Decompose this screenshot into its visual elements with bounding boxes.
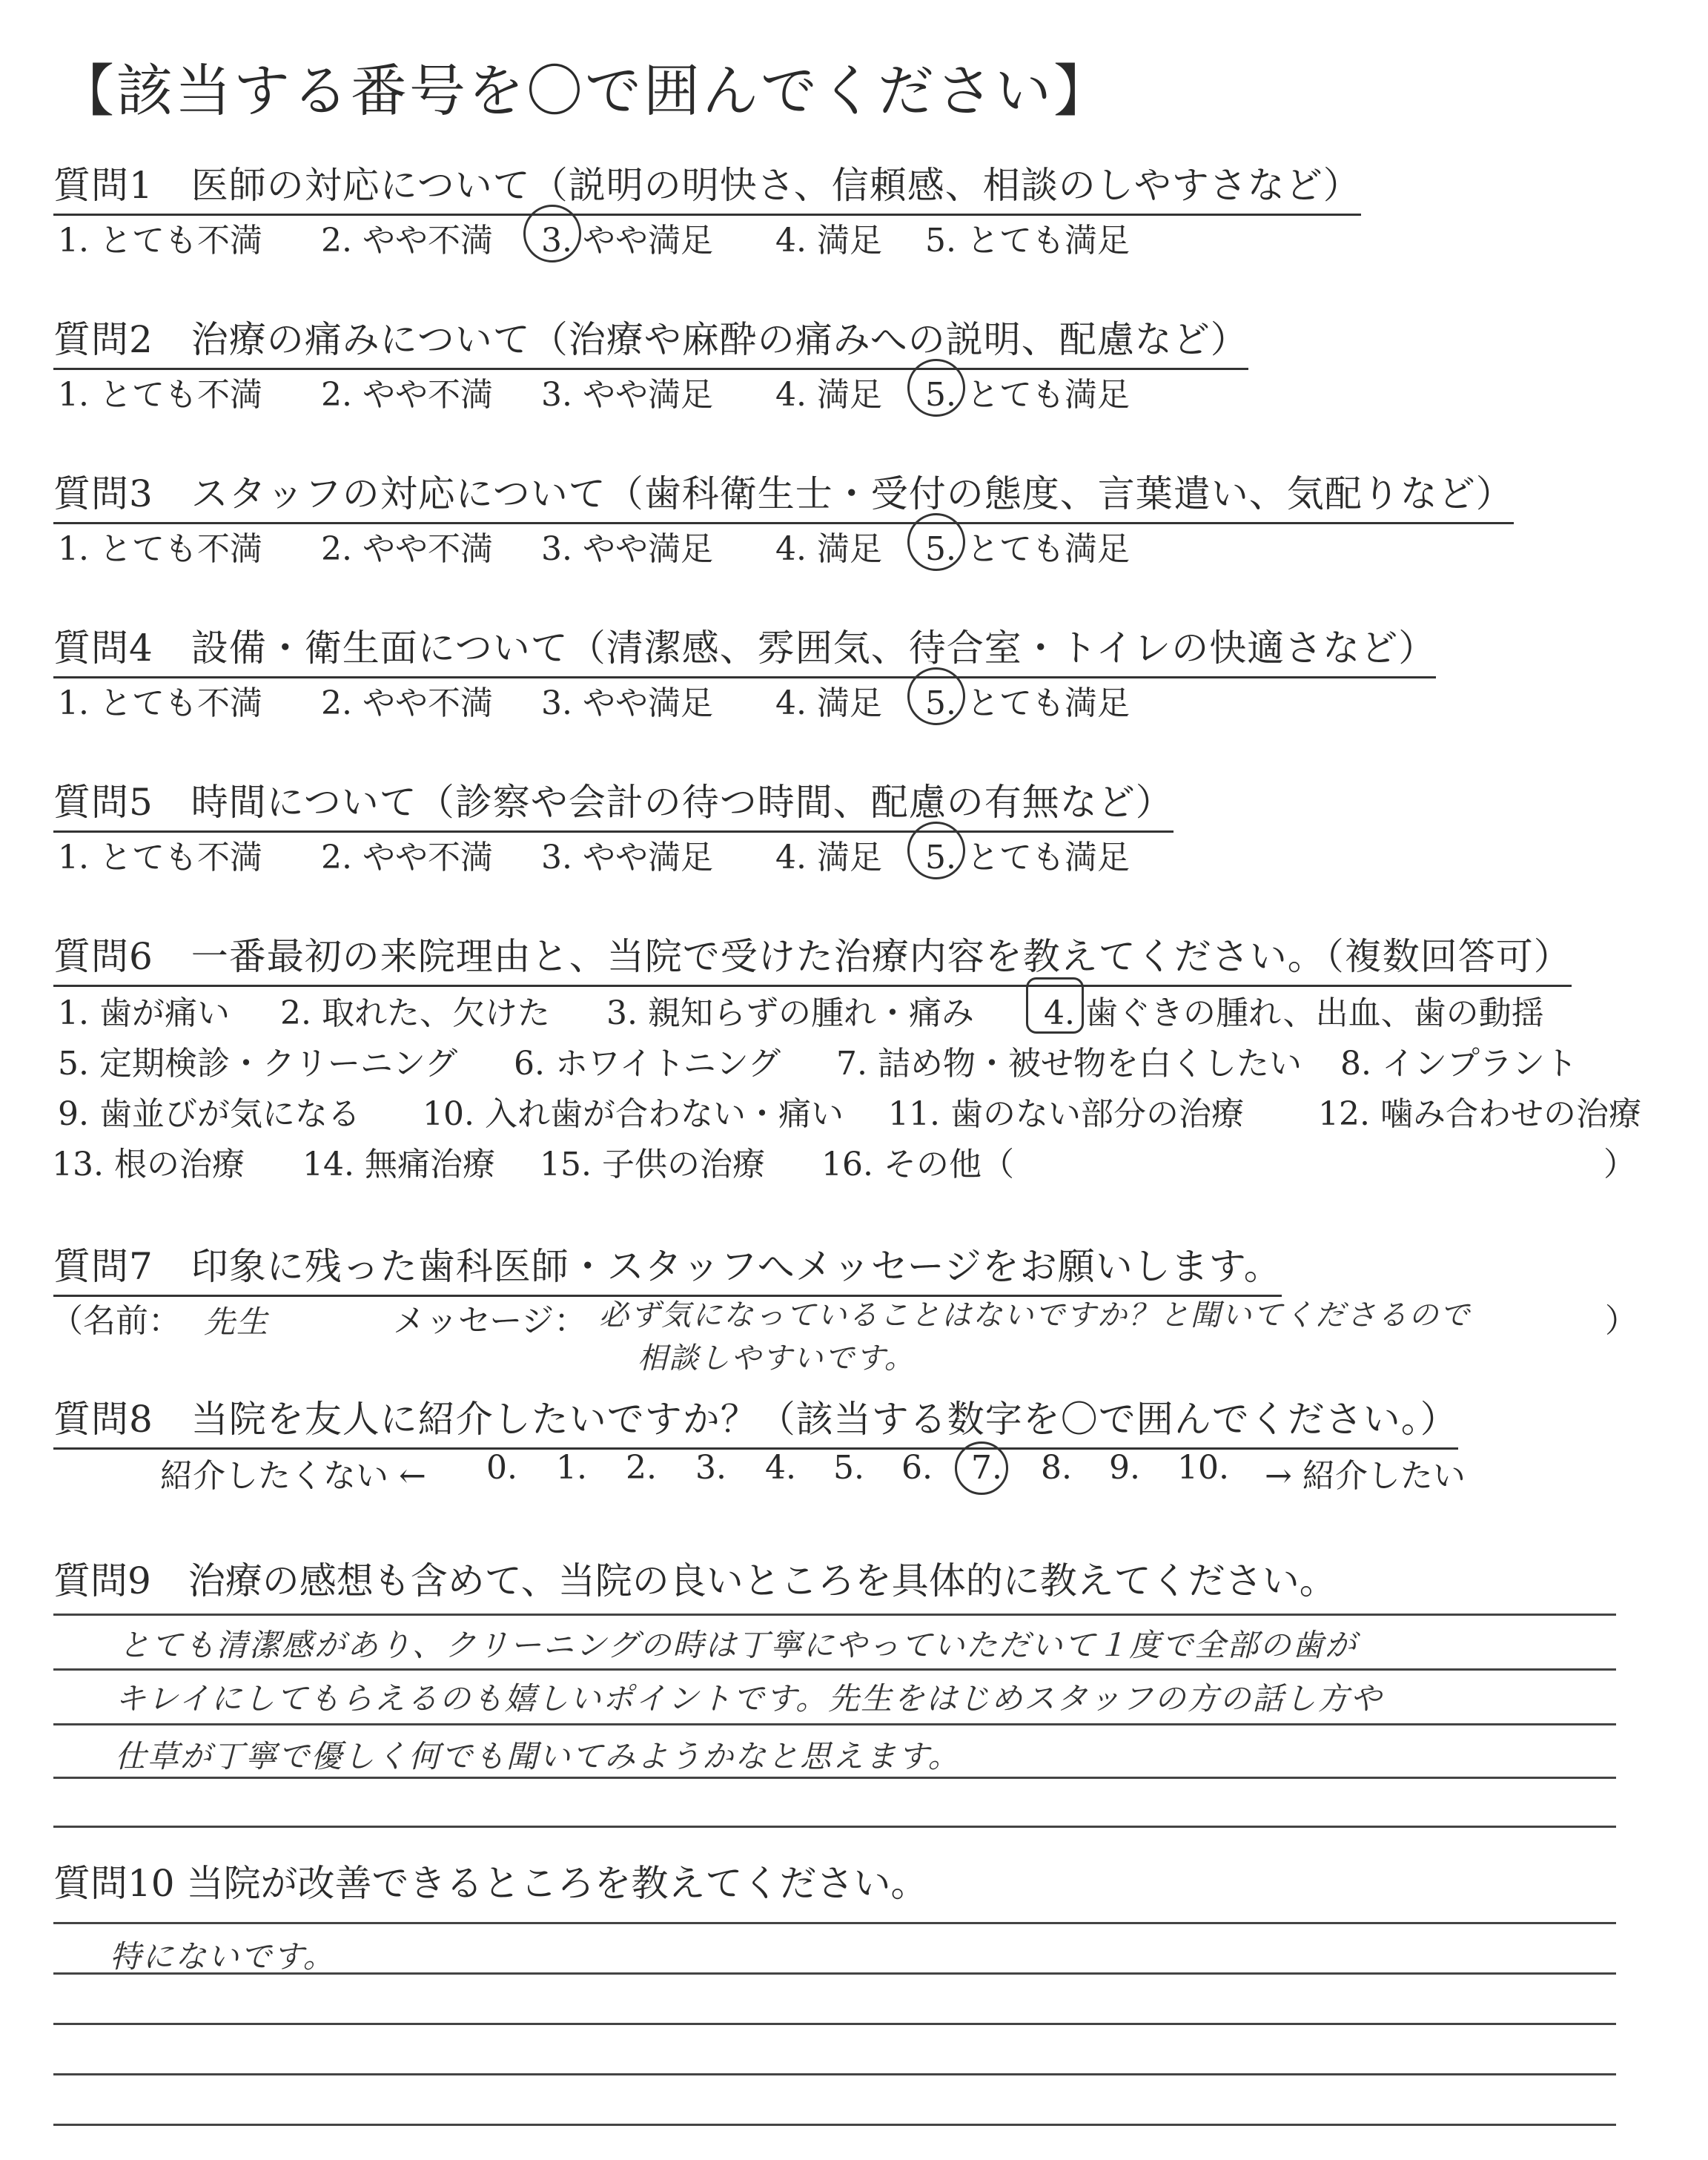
q10-answer-line — [53, 2023, 1616, 2025]
q4-option-1[interactable]: 1. とても不満 — [58, 684, 262, 722]
q6-option-15[interactable]: 15. 子供の治療 — [540, 1146, 765, 1183]
q6-option-10[interactable]: 10. 入れ歯が合わない・痛い — [423, 1095, 844, 1133]
q7-message-line-2[interactable]: 相談しやすいです。 — [638, 1341, 916, 1375]
q8-number-1[interactable]: 1. — [556, 1449, 587, 1487]
q10-answer-line — [53, 2073, 1616, 2075]
q7-name-label: （名前： — [50, 1302, 181, 1340]
q7-message-line-1[interactable]: 必ず気になっていることはないですか？と聞いてくださるので — [599, 1298, 1471, 1332]
question-6-heading: 質問6 一番最初の来院理由と、当院で受けた治療内容を教えてください。（複数回答可） — [53, 927, 1572, 987]
q8-number-8[interactable]: 8. — [1041, 1449, 1072, 1487]
q6-option-9[interactable]: 9. 歯並びが気になる — [58, 1095, 360, 1133]
q8-selected-circle — [955, 1441, 1008, 1495]
q9-answer-line — [53, 1826, 1616, 1828]
q6-option-3[interactable]: 3. 親知らずの腫れ・痛み — [606, 994, 974, 1032]
question-1-heading: 質問1 医師の対応について（説明の明快さ、信頼感、相談のしやすさなど） — [53, 156, 1361, 216]
q3-option-5[interactable]: 5. とても満足 — [925, 530, 1130, 568]
q8-number-9[interactable]: 9. — [1109, 1449, 1140, 1487]
q2-selected-circle — [907, 359, 965, 417]
q7-message-label: メッセージ： — [393, 1302, 587, 1340]
question-9-heading: 質問9 治療の感想も含めて、当院の良いところを具体的に教えてください。 — [53, 1559, 1337, 1602]
q6-option-7[interactable]: 7. 詰め物・被せ物を白くしたい — [836, 1045, 1302, 1083]
q2-option-3[interactable]: 3. やや満足 — [541, 376, 713, 414]
question-5-heading: 質問5 時間について（診察や会計の待つ時間、配慮の有無など） — [53, 773, 1174, 833]
q8-number-10[interactable]: 10. — [1177, 1449, 1229, 1487]
q5-option-3[interactable]: 3. やや満足 — [541, 839, 713, 876]
q1-option-1[interactable]: 1. とても不満 — [58, 222, 262, 260]
q5-option-1[interactable]: 1. とても不満 — [58, 839, 262, 876]
q4-option-5[interactable]: 5. とても満足 — [925, 684, 1130, 722]
q6-option-16[interactable]: 16. その他（ — [821, 1146, 1014, 1183]
question-3-heading: 質問3 スタッフの対応について（歯科衛生士・受付の態度、言葉遣い、気配りなど） — [53, 464, 1514, 524]
question-10-heading: 質問10 当院が改善できるところを教えてください。 — [53, 1862, 928, 1905]
q8-number-6[interactable]: 6. — [901, 1449, 933, 1487]
q6-option-6[interactable]: 6. ホワイトニング — [514, 1045, 781, 1083]
q6-other-close-paren: ） — [1603, 1146, 1636, 1183]
q1-option-4[interactable]: 4. 満足 — [775, 222, 882, 260]
q8-number-4[interactable]: 4. — [765, 1449, 796, 1487]
q5-selected-circle — [907, 822, 965, 879]
q2-option-2[interactable]: 2. やや不満 — [321, 376, 493, 414]
q9-answer-line — [53, 1777, 1616, 1779]
q7-name-value[interactable]: 先生 — [204, 1304, 270, 1340]
q3-option-2[interactable]: 2. やや不満 — [321, 530, 493, 568]
q10-answer-line — [53, 1922, 1616, 1924]
q8-number-7[interactable]: 7. — [971, 1449, 1002, 1487]
q8-left-label: 紹介したくない ← — [160, 1457, 426, 1495]
question-7-heading: 質問7 印象に残った歯科医師・スタッフへメッセージをお願いします。 — [53, 1237, 1282, 1297]
q8-number-5[interactable]: 5. — [833, 1449, 864, 1487]
q1-option-2[interactable]: 2. やや不満 — [321, 222, 493, 260]
q10-answer-line-1[interactable]: 特にないです。 — [110, 1938, 336, 1975]
q10-answer-line — [53, 2124, 1616, 2126]
q1-option-5[interactable]: 5. とても満足 — [925, 222, 1130, 260]
q4-option-2[interactable]: 2. やや不満 — [321, 684, 493, 722]
q6-option-4[interactable]: 4. 歯ぐきの腫れ、出血、歯の動揺 — [1044, 994, 1544, 1032]
question-8-heading: 質問8 当院を友人に紹介したいですか？（該当する数字を〇で囲んでください。） — [53, 1390, 1458, 1450]
q9-answer-line — [53, 1614, 1616, 1616]
q8-number-0[interactable]: 0. — [486, 1449, 517, 1487]
q4-option-3[interactable]: 3. やや満足 — [541, 684, 713, 722]
q9-answer-line-1[interactable]: とても清潔感があり、クリーニングの時は丁寧にやっていただいて１度で全部の歯が — [119, 1627, 1358, 1663]
q6-option-13[interactable]: 13. 根の治療 — [52, 1146, 245, 1183]
q4-option-4[interactable]: 4. 満足 — [775, 684, 882, 722]
q1-selected-circle — [523, 205, 581, 262]
q9-answer-line-2[interactable]: キレイにしてもらえるのも嬉しいポイントです。先生をはじめスタッフの方の話し方や — [115, 1680, 1383, 1717]
question-4-heading: 質問4 設備・衛生面について（清潔感、雰囲気、待合室・トイレの快適さなど） — [53, 618, 1436, 678]
q6-option-5[interactable]: 5. 定期検診・クリーニング — [58, 1045, 458, 1083]
q5-option-5[interactable]: 5. とても満足 — [925, 839, 1130, 876]
q6-option-8[interactable]: 8. インプラント — [1340, 1045, 1578, 1083]
q9-answer-line-3[interactable]: 仕草が丁寧で優しく何でも聞いてみようかなと思えます。 — [115, 1738, 961, 1774]
q6-option-2[interactable]: 2. 取れた、欠けた — [280, 994, 550, 1032]
q4-selected-circle — [907, 667, 965, 725]
q3-option-4[interactable]: 4. 満足 — [775, 530, 882, 568]
q2-option-4[interactable]: 4. 満足 — [775, 376, 882, 414]
q8-right-label: → 紹介したい — [1265, 1457, 1466, 1495]
q1-option-3[interactable]: 3. やや満足 — [541, 222, 713, 260]
q3-option-3[interactable]: 3. やや満足 — [541, 530, 713, 568]
q6-option-11[interactable]: 11. 歯のない部分の治療 — [888, 1095, 1244, 1133]
q6-option-1[interactable]: 1. 歯が痛い — [58, 994, 230, 1032]
q6-option-14[interactable]: 14. 無痛治療 — [302, 1146, 495, 1183]
form-title: 【該当する番号を〇で囲んでください】 — [58, 58, 1112, 124]
q8-number-3[interactable]: 3. — [695, 1449, 726, 1487]
q5-option-2[interactable]: 2. やや不満 — [321, 839, 493, 876]
q9-answer-line — [53, 1668, 1616, 1671]
q2-option-1[interactable]: 1. とても不満 — [58, 376, 262, 414]
q2-option-5[interactable]: 5. とても満足 — [925, 376, 1130, 414]
q6-option-12[interactable]: 12. 噛み合わせの治療 — [1318, 1095, 1641, 1133]
q10-answer-line — [53, 1972, 1616, 1975]
q7-close-paren: ） — [1605, 1302, 1638, 1340]
q3-selected-circle — [907, 513, 965, 571]
q9-answer-line — [53, 1723, 1616, 1725]
q6-selected-box — [1026, 977, 1084, 1034]
question-2-heading: 質問2 治療の痛みについて（治療や麻酔の痛みへの説明、配慮など） — [53, 310, 1248, 370]
q5-option-4[interactable]: 4. 満足 — [775, 839, 882, 876]
q3-option-1[interactable]: 1. とても不満 — [58, 530, 262, 568]
q8-number-2[interactable]: 2. — [626, 1449, 657, 1487]
